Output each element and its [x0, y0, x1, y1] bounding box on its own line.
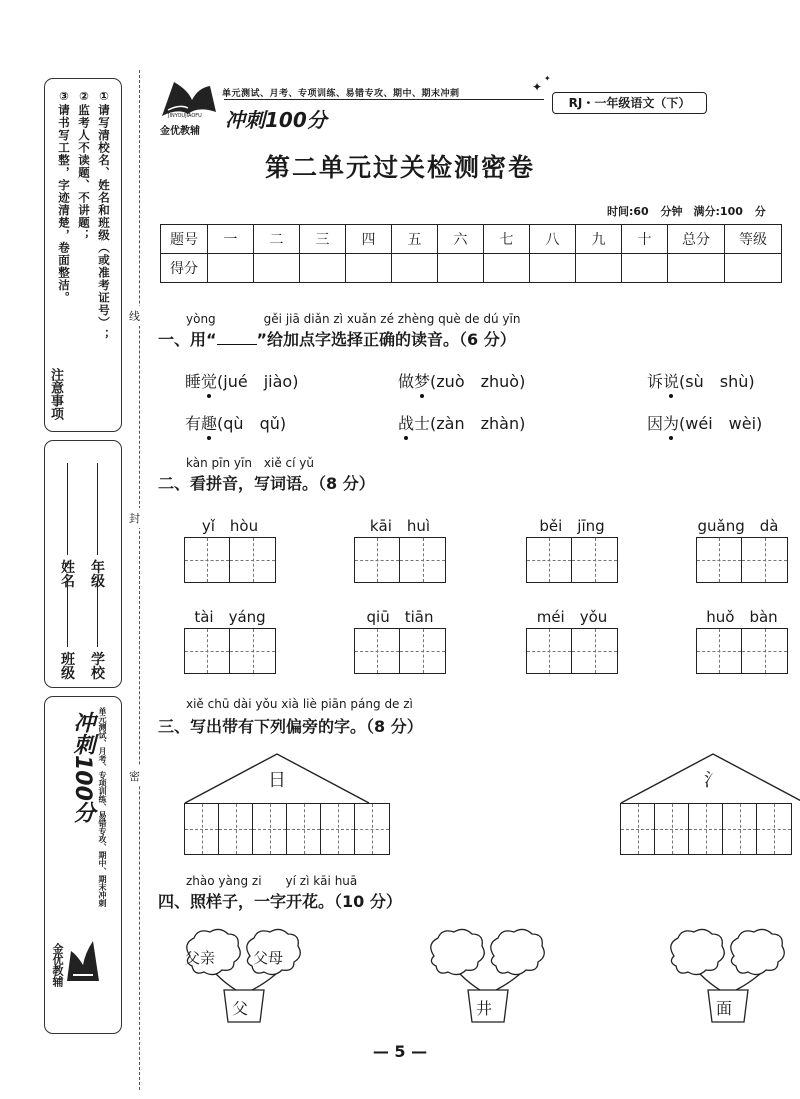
grade-badge: RJ・一年级语文（下） — [552, 92, 707, 114]
sparkle-small-icon: ✦ — [544, 74, 551, 83]
grade-label: 年级 — [89, 559, 105, 588]
score-cell[interactable] — [530, 254, 576, 283]
radical-ri: 日 — [268, 770, 286, 791]
score-th: 等级 — [725, 225, 782, 254]
q1-pinyin: yòng gěi jiā diǎn zì xuǎn zé zhèng què de dú yīn — [186, 312, 521, 326]
q1-option-reading[interactable]: (wéi wèi) — [679, 414, 763, 433]
q1-option: 有趣(qù qǔ) — [185, 411, 286, 434]
notes-line-1: ①请写清校名、姓名和班级（或准考证号）； — [97, 89, 111, 342]
score-th: 十 — [622, 225, 668, 254]
pot-char-jing: 井 — [475, 999, 492, 1018]
score-cell[interactable] — [300, 254, 346, 283]
q2-word-pinyin: guǎng dà — [697, 517, 779, 535]
score-th: 一 — [208, 225, 254, 254]
school-field[interactable] — [87, 463, 107, 588]
seal-char-xian: 线 — [129, 306, 140, 326]
q1-option-reading[interactable]: (sù shù) — [679, 372, 755, 391]
score-cell[interactable] — [208, 254, 254, 283]
score-th: 五 — [392, 225, 438, 254]
score-th: 题号 — [161, 225, 208, 254]
score-table-header-row — [161, 225, 782, 254]
name-field[interactable] — [57, 581, 77, 680]
q2-word-pinyin: huǒ bàn — [706, 608, 778, 626]
margin-brand-title: 冲刺100分 — [70, 711, 95, 823]
q3-heading: 三、写出带有下列偏旁的字。（8 分） — [158, 717, 423, 736]
grade-field[interactable] — [87, 581, 107, 680]
q2-word-pinyin: běi jīng — [539, 517, 605, 535]
q2-writing-grid[interactable] — [696, 537, 788, 583]
seal-char-mi: 密 — [129, 766, 140, 786]
score-th: 二 — [254, 225, 300, 254]
score-cell[interactable] — [392, 254, 438, 283]
score-cell[interactable] — [725, 254, 782, 283]
q1-option: 因为(wéi wèi) — [647, 411, 762, 434]
q2-writing-grid[interactable] — [526, 537, 618, 583]
margin-brand-series: 单元测试、月考、专项训练、易错专攻、期中、期末冲刺 — [98, 707, 107, 907]
q2-word-pinyin: méi yǒu — [536, 608, 608, 626]
score-cell[interactable] — [576, 254, 622, 283]
q2-heading: 二、看拼音，写词语。（8 分） — [158, 474, 375, 493]
score-th: 四 — [346, 225, 392, 254]
q2-pinyin: kàn pīn yīn xiě cí yǔ — [186, 456, 315, 470]
student-info-box — [44, 440, 122, 688]
q1-option: 战士(zàn zhàn) — [398, 411, 525, 434]
q1-option-reading[interactable]: (jué jiào) — [217, 372, 299, 391]
q2-word-pinyin: tài yáng — [194, 608, 266, 626]
q1-blank — [217, 332, 257, 345]
score-cell[interactable] — [622, 254, 668, 283]
logo-text: 金优教辅 — [160, 126, 200, 137]
q1-option: 诉说(sù shù) — [647, 369, 755, 392]
score-cell[interactable] — [438, 254, 484, 283]
q2-word-pinyin: qiū tiān — [366, 608, 434, 626]
pot-char-fu: 父 — [231, 999, 248, 1018]
example-word-2: 父母 — [253, 949, 284, 967]
score-cell[interactable] — [484, 254, 530, 283]
seal-char-feng: 封 — [129, 508, 140, 528]
q4-heading: 四、照样子，一字开花。（10 分） — [158, 892, 402, 911]
name-label: 姓名 — [59, 559, 75, 588]
school-label: 学校 — [89, 651, 105, 680]
house-grid-2[interactable] — [620, 803, 792, 855]
time-info: 时间:60 分钟 满分:100 分 — [607, 205, 766, 218]
q1-prefix: 一、用“ — [158, 330, 217, 349]
sparkle-icon: ✦ — [532, 80, 543, 94]
notes-heading: 注意事项 — [48, 368, 63, 420]
logo-latin: JINYOUJIAOFU — [168, 113, 202, 119]
q2-writing-grid[interactable] — [354, 628, 446, 674]
page-number: — 5 — — [372, 1042, 428, 1061]
seal-dashed-line — [139, 70, 140, 1090]
score-label: 得分 — [161, 254, 208, 283]
q2-writing-grid[interactable] — [184, 628, 276, 674]
brand-title: 冲刺100分 — [225, 108, 327, 132]
q3-pinyin: xiě chū dài yǒu xià liè piān páng de zì — [186, 697, 413, 711]
notes-line-2: ②监考人不读题、不讲题； — [77, 89, 91, 242]
margin-brand-box — [44, 696, 122, 1034]
pot-char-mian: 面 — [715, 999, 732, 1018]
notes-line-3: ③请书写工整，字迹清楚，卷面整洁。 — [57, 89, 71, 304]
q1-option: 做梦(zuò zhuò) — [398, 369, 525, 392]
score-table-score-row — [161, 254, 782, 283]
score-th: 总分 — [668, 225, 725, 254]
series-text: 单元测试、月考、专项训练、易错专攻、期中、期末冲刺 — [222, 89, 460, 99]
score-th: 三 — [300, 225, 346, 254]
house-grid-1[interactable] — [184, 803, 390, 855]
q1-option-reading[interactable]: (zuò zhuò) — [430, 372, 526, 391]
q2-writing-grid[interactable] — [696, 628, 788, 674]
header-rule — [224, 99, 544, 100]
q1-suffix: ”给加点字选择正确的读音。（6 分） — [256, 330, 516, 349]
score-th: 六 — [438, 225, 484, 254]
q4-pinyin: zhào yàng zi yí zì kāi huā — [186, 874, 358, 888]
score-table — [160, 224, 782, 283]
score-th: 九 — [576, 225, 622, 254]
score-th: 八 — [530, 225, 576, 254]
class-label: 班级 — [59, 651, 75, 680]
class-field[interactable] — [57, 463, 77, 588]
q2-word-pinyin: yǐ hòu — [201, 517, 259, 535]
q1-option-reading[interactable]: (zàn zhàn) — [430, 414, 526, 433]
score-th: 七 — [484, 225, 530, 254]
q1-option-reading[interactable]: (qù qǔ) — [217, 414, 287, 433]
q2-writing-grid[interactable] — [184, 537, 276, 583]
q1-heading — [158, 327, 516, 350]
score-cell[interactable] — [346, 254, 392, 283]
margin-brand-logo: 金优教辅 — [51, 943, 64, 987]
example-word-1: 父亲 — [185, 949, 216, 967]
q2-word-pinyin: kāi huì — [369, 517, 431, 535]
q2-writing-grid[interactable] — [354, 537, 446, 583]
score-cell[interactable] — [254, 254, 300, 283]
page-title: 第二单元过关检测密卷 — [264, 153, 535, 182]
q1-option: 睡觉(jué jiào) — [185, 369, 298, 392]
margin-logo-icon — [63, 935, 103, 985]
q2-writing-grid[interactable] — [526, 628, 618, 674]
score-cell[interactable] — [668, 254, 725, 283]
radical-shui: 氵 — [704, 770, 722, 791]
